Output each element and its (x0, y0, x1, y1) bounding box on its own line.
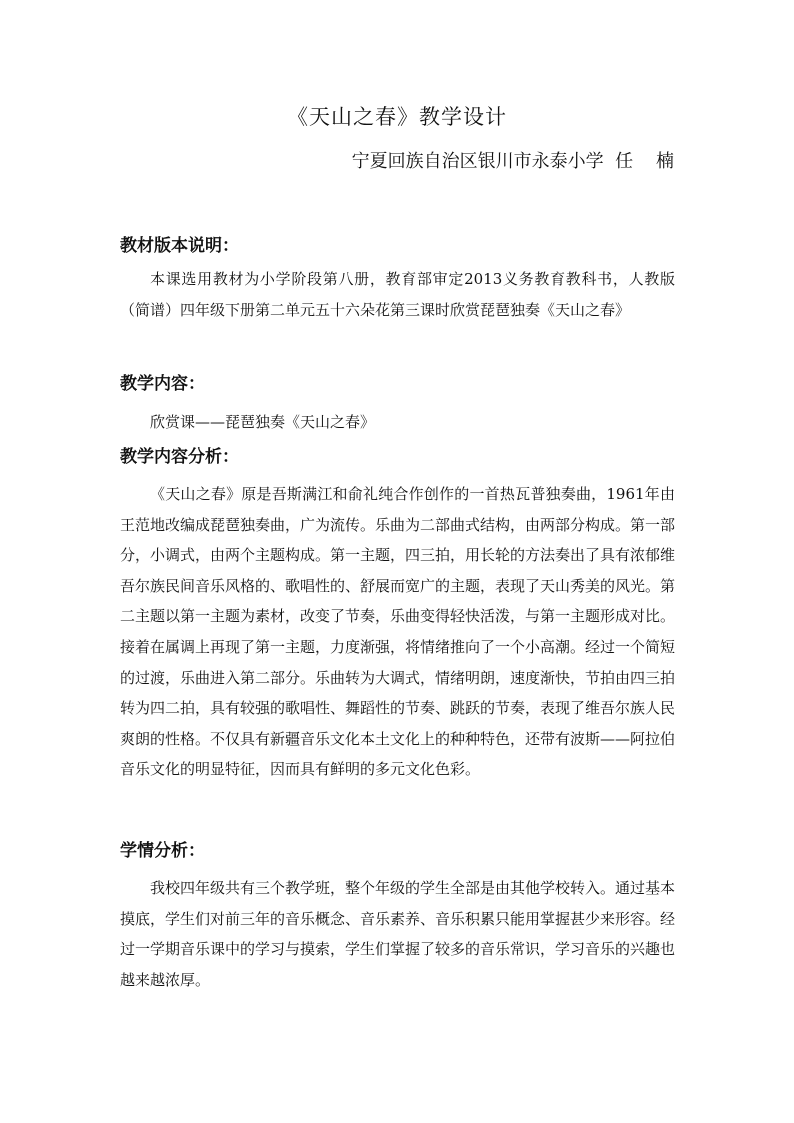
section-body-student-analysis: 我校四年级共有三个教学班，整个年级的学生全部是由其他学校转入。通过基本摸底，学生们对前三年的音乐概念、音乐素养、音乐积累只能用掌握甚少来形容。经过一学期音乐课中的学习与摸索，学生们掌握了较多的音乐常识，学习音乐的兴趣也越来越浓厚。 (120, 879, 676, 989)
section-body-textbook-version: 本课选用教材为小学阶段第八册，教育部审定2013义务教育教科书，人教版（简谱）四年级下册第二单元五十六朵花第三课时欣赏琵琶独奏《天山之春》 (120, 270, 675, 319)
section-body-content-analysis: 《天山之春》原是吾斯满江和俞礼纯合作创作的一首热瓦普独奏曲，1961年由王范地改编成琵琶独奏曲，广为流传。乐曲为二部曲式结构，由两部分构成。第一部分，小调式，由两个主题构成。第一主题，四三拍，用长轮的方法奏出了具有浓郁维吾尔族民间音乐风格的、歌唱性的、舒展而宽广的主题，表现了天山秀美的风光。第二主题以第一主题为素材，改变了节奏，乐曲变得轻快活泼，与第一主题形成对比。接着在属调上再现了第一主题，力度渐强，将情绪推向了一个小高潮。经过一个简短的过渡，乐曲进入第二部分。乐曲转为大调式，情绪明朗，速度渐快，节拍由四三拍转为四二拍，具有较强的歌唱性、舞蹈性的节奏、跳跃的节奏，表现了维吾尔族人民爽朗的性格。不仅具有新疆音乐文化本土文化上的种种特色，还带有波斯——阿拉伯音乐文化的明显特征，因而具有鲜明的多元文化色彩。 (120, 485, 676, 779)
section-heading-teaching-content: 教学内容： (120, 374, 205, 394)
author-line: 宁夏回族自治区银川市永泰小学 任 楠 (351, 151, 674, 172)
section-heading-content-analysis: 教学内容分析： (120, 447, 239, 467)
section-body-teaching-content: 欣赏课——琵琶独奏《天山之春》 (150, 413, 376, 431)
document-title: 《天山之春》教学设计 (287, 105, 507, 129)
section-heading-textbook-version: 教材版本说明： (120, 236, 239, 256)
section-heading-student-analysis: 学情分析： (120, 841, 205, 861)
